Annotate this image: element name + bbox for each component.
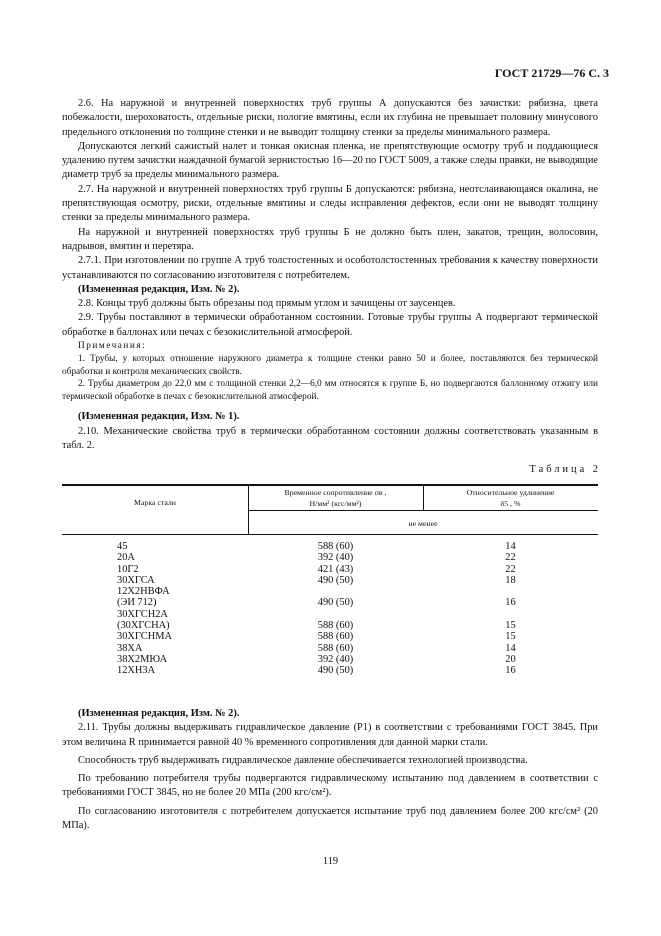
properties-table [62, 484, 598, 704]
table-cell-strength: 490 (50) [317, 574, 354, 586]
table-cell-elongation: 20 [505, 653, 516, 665]
paragraph-2-11-test: По требованию потребителя трубы подвергаются гидравлическому испытанию под давлением в соответствии с требованиями ГОСТ 3845, но не более 20 МПа (200 кгс/см²). [62, 773, 598, 799]
table-cell-elongation: 14 [505, 541, 516, 552]
table-cell-grade: 38Х2МЮА [117, 653, 168, 665]
table-cell-elongation: 14 [505, 642, 516, 654]
table-cell-grade: 30ХГСА [117, 574, 155, 586]
table-header-rule [62, 534, 598, 535]
table-cell-grade: 12Х2НВФА [117, 586, 170, 598]
paragraph-2-11-cont: Способность труб выдерживать гидравлическое давление обеспечивается технологией производства. [78, 754, 528, 766]
table-cell-elongation [423, 609, 598, 620]
paragraph-2-11-agreement: По согласованию изготовителя с потребителем допускается испытание труб под давлением более 200 кгс/см² (20 МПа). [62, 805, 598, 832]
paragraph-2-6-cont: Допускаются легкий сажистый налет и тонкая окисная пленка, не препятствующие осмотру труб и поддающиеся удалению путем зачистки наждачной бумагой зернистостью 16—20 по ГОСТ 5009, а также следы правки, не выводящие диаметр труб за пределы минимального размера. [62, 140, 598, 181]
header-strength: Временное сопротивление σв , Н/мм² (кгс/мм²) [284, 488, 387, 508]
table-cell-elongation: 15 [505, 620, 516, 632]
page-number: 119 [322, 856, 339, 867]
page-header: ГОСТ 21729—76 С. 3 [494, 66, 609, 80]
paragraph-2-7-1: 2.7.1. При изготовлении по группе А труб толстостенных и особотолстостенных требования к качеству поверхности устанавливаются по согласованию изготовителя с потребителем. [62, 255, 598, 281]
header-min: не менее [408, 519, 438, 528]
table-cell-grade: 45 [117, 541, 128, 552]
table-cell-grade: 30ХГСНМА [117, 631, 172, 643]
main-text [62, 97, 598, 453]
table-cell-strength: 588 (60) [317, 631, 354, 643]
table-cell-grade: (ЭИ 712) [117, 597, 157, 609]
table-top-rule [62, 484, 598, 486]
paragraph-2-6: 2.6. На наружной и внутренней поверхностях труб группы А допускаются без зачистки: рябизна, цвета побежалости, шероховатость, отдельные риски, пологие вмятины, если их глубина не превышает половину минусового предельного отклонения по толщине стенки и не выводит толщину стенки за пределы минимального размера. [62, 98, 598, 138]
table-cell-grade: 10Г2 [117, 563, 139, 575]
table-cell-grade: 12ХН3А [117, 665, 156, 677]
table-cell-elongation: 16 [505, 665, 516, 677]
post-table-text [62, 707, 598, 833]
note-2: 2. Трубы диаметром до 22,0 мм с толщиной стенки 2,2—6,0 мм относятся к группе Б, но подвергаются баллонному отжигу или термической обработке в печах с безокислительной атмосферой. [62, 379, 598, 402]
table-cell-strength: 490 (50) [317, 597, 354, 609]
table-subheader-rule [248, 510, 598, 511]
table-cell-grade: 20А [117, 552, 135, 564]
table-cell-strength: 421 (43) [317, 563, 354, 575]
notes-title: Примечания: [78, 341, 147, 352]
table-caption: Таблица 2 [529, 464, 601, 475]
amendment-note: (Измененная редакция, Изм. № 2). [78, 283, 240, 295]
paragraph-2-7: 2.7. На наружной и внутренней поверхностях труб группы Б допускаются: рябизна, неотслаивающаяся окалина, не препятствующая осмотру, риски, отдельные вмятины и следы исправления дефектов, если они не выводят толщину стенки за пределы минимального размера. [62, 183, 598, 224]
header-grade: Марка стали [134, 498, 176, 507]
table-cell-strength: 392 (40) [317, 653, 354, 665]
paragraph-2-11: 2.11. Трубы должны выдерживать гидравлическое давление (P1) в соответствии с требованиями ГОСТ 3845. При этом величина R принимается равной 40 % временного сопротивления для данной марки стали. [62, 722, 598, 748]
table-cell-elongation: 16 [505, 597, 516, 609]
table-cell-grade: (30ХГСНА) [117, 620, 170, 632]
table-cell-strength [248, 609, 423, 620]
paragraph-2-10: 2.10. Механические свойства труб в термически обработанном состоянии должны соответствовать указанным в табл. 2. [62, 425, 598, 452]
table-cell-grade: 30ХГСН2А [117, 608, 168, 620]
header-elongation: Относительное удлинение δ5 , % [466, 488, 555, 508]
strength-column [248, 541, 423, 677]
table-cell-elongation: 18 [505, 574, 516, 586]
paragraph-2-9: 2.9. Трубы поставляют в термически обработанном состоянии. Готовые трубы группы А подвергают термической обработке в баллонах или печах с безокислительной атмосферой. [62, 312, 598, 338]
paragraph-2-7-cont: На наружной и внутренней поверхностях труб группы Б не должно быть плен, закатов, трещин, волосовин, надрывов, вмятин и перетяра. [62, 226, 598, 252]
table-cell-elongation: 22 [505, 563, 516, 575]
grade-column [117, 541, 247, 677]
amendment-note: (Измененная редакция, Изм. № 2). [78, 708, 240, 719]
table-cell-strength: 588 (60) [317, 620, 354, 632]
note-1: 1. Трубы, у которых отношение наружного диаметра к толщине стенки равно 50 и более, поставляются без термической обработки и контроля механических свойств. [62, 354, 598, 377]
elongation-column [423, 541, 598, 677]
table-cell-elongation [423, 586, 598, 597]
table-cell-strength: 392 (40) [317, 552, 354, 564]
paragraph-2-8: 2.8. Концы труб должны быть обрезаны под прямым углом и зачищены от заусенцев. [78, 298, 456, 310]
table-cell-strength: 588 (60) [317, 642, 354, 654]
table-cell-grade: 38ХА [117, 642, 143, 654]
table-cell-strength [248, 586, 423, 597]
table-cell-elongation: 22 [505, 552, 516, 564]
table-cell-strength: 490 (50) [317, 665, 354, 677]
table-cell-strength: 588 (60) [317, 541, 354, 552]
table-cell-elongation: 15 [505, 631, 516, 643]
amendment-note: (Измененная редакция, Изм. № 1). [78, 411, 240, 423]
